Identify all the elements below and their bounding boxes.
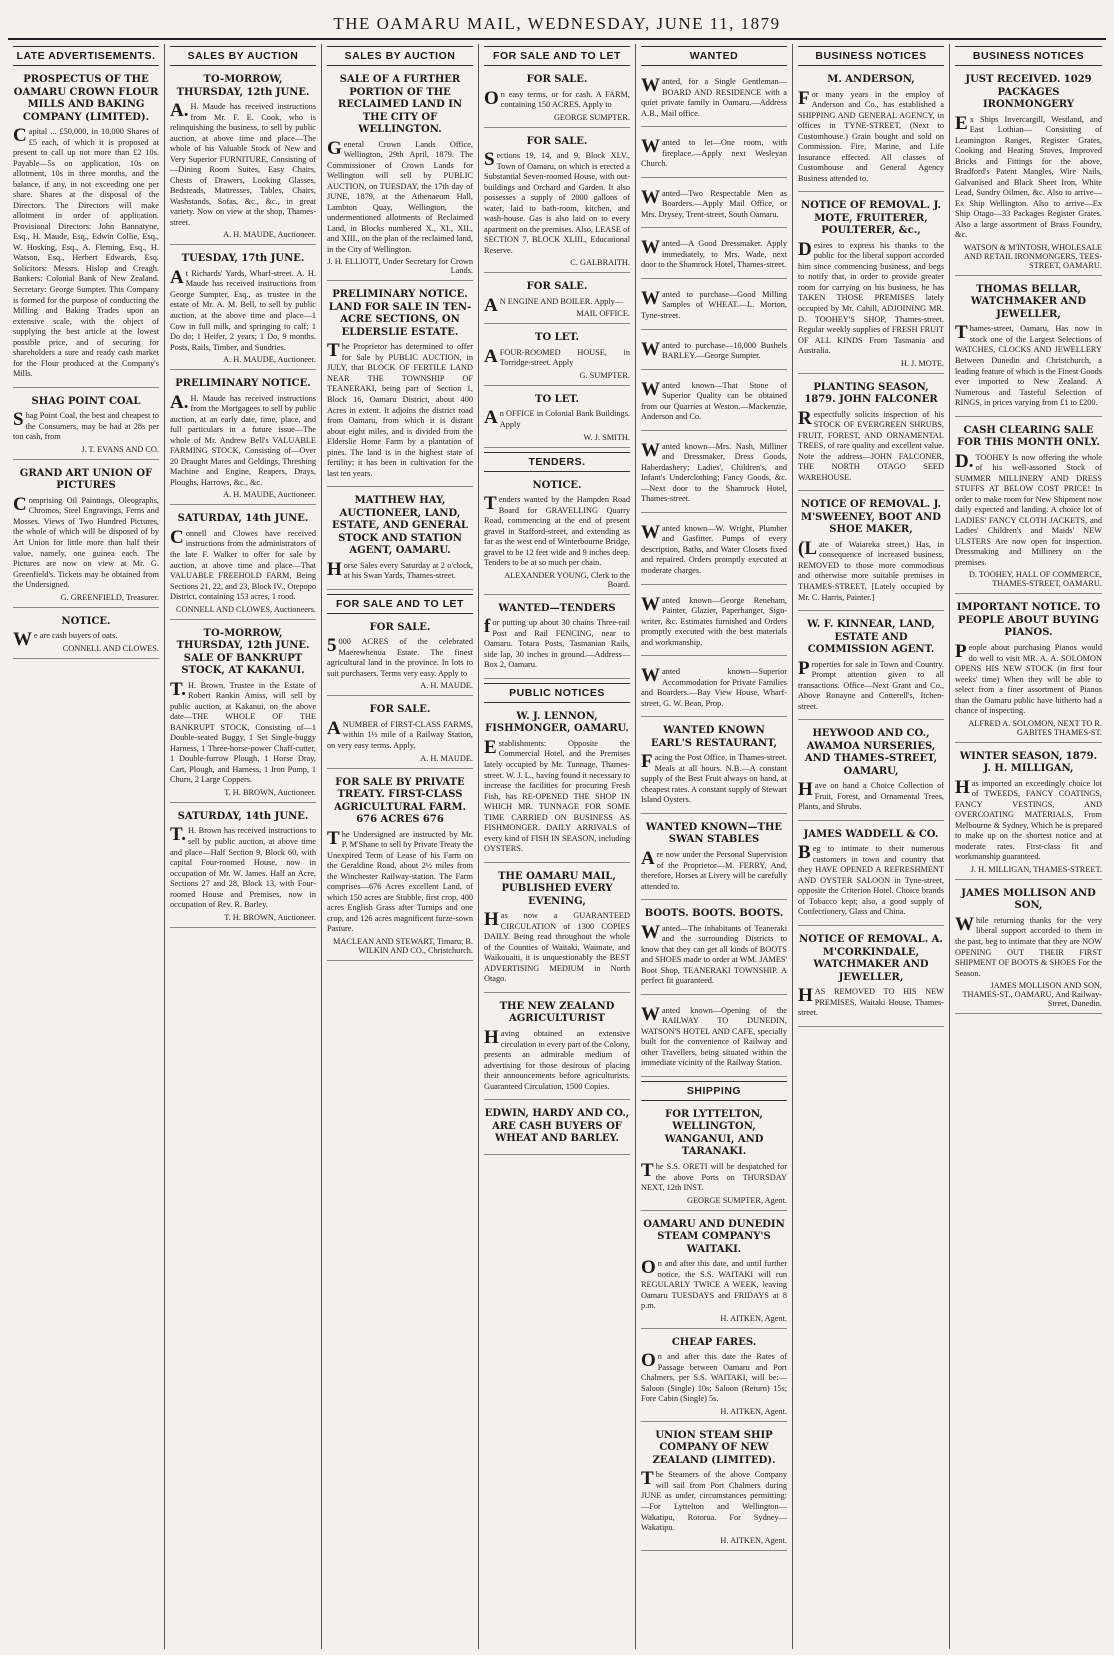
ad-body: On and after this date, and until further notice, the S.S. WAITAKI will run REGULARLY TWICE A WEEK, leaving Oamaru TUESDAYS and FRIDAYS at 8 p.m. (641, 1257, 787, 1311)
ad-signature: GEORGE SUMPTER. (553, 112, 630, 122)
advertisement (798, 724, 944, 821)
ad-body: ANUMBER of FIRST-CLASS FARMS, within 1½ mile of a Railway Station, on very easy terms. Apply, (327, 717, 473, 750)
ad-signature: CONNELL AND CLOWES, Auctioneers. (175, 604, 316, 614)
advertisement (955, 884, 1102, 1014)
advertisement (327, 70, 473, 281)
ad-heading: SALE OF A FURTHER PORTION OF THE RECLAIMED LAND IN THE CITY OF WELLINGTON. (337, 74, 463, 135)
advertisement (170, 624, 316, 803)
ad-body: The S.S. ORETI will be despatched for the above Ports on THURSDAY NEXT, 12th INST. (641, 1159, 787, 1193)
ad-body: Wanted known—W. Wright, Plumber and Gasfitter. Pumps of every description, Baths, and Water Closets fixed and repaired. Orders promptly executed at moderate charges. (641, 521, 787, 575)
advertisement (641, 283, 787, 330)
ad-signature: J. H. MILLIGAN, THAMES-STREET. (970, 864, 1102, 874)
ad-signature: H. AITKEN, Agent. (720, 1535, 787, 1545)
ad-body: Establishments: Opposite the Commercial Hotel, and the Premises lately occupied by Mr. Tunnage, Thames-street. W. J. L., having found it necessary to increase the facilities for procuring Fresh Fish, has RE-OPENED THE SHOP IN WHICH MR. TUNNAGE FOR SOME TIME CARRIED ON BUSINESS AS FISHMONGER. DAILY ARRIVALS of every kind of FISH IN SEASON, including OYSTERS. (484, 736, 630, 854)
ad-signature: J. T. EVANS AND CO. (81, 444, 159, 454)
ad-body: Wanted to let—One room, with fireplace.—Apply next Wesleyan Church. (641, 136, 787, 169)
ad-heading: WANTED—TENDERS (498, 602, 616, 614)
ad-body: Ex Ships Invercargill, Westland, and East Lothian— Consisting of Leamington Ranges, Register Grates, Cooking and Heating Stoves, Improved Bricks and Fittings for the above, Bradford's Patent Mangles, Wire Nails, Galvanised and Black Sheet Iron, White Lead, Sundry Oilmen, &c. Also to arrive—Ex Ship Wellington. Also to arrive—Ex Ship Otago—33 Packages Register Grates. Also a large assortment of Brass Foundry, &c. (955, 112, 1102, 240)
column-2 (165, 44, 322, 1649)
ad-signature: G. SUMPTER. (579, 370, 630, 380)
ad-body: Wanted—A Good Dressmaker. Apply immediately, to Mrs. Wade, next door to the Shamrock Hotel, Thames-street. (641, 237, 787, 270)
advertisement (327, 773, 473, 961)
advertisement (13, 612, 159, 659)
ad-body: 5000 ACRES of the celebrated Maerewhenua Estate. The finest agricultural land in the province. In lots to suit purchasers. Terms very easy. Apply to (327, 635, 473, 678)
ad-body: Wanted known—Opening of the RAILWAY TO DUNEDIN, WATSON'S HOTEL AND CAFE, specially built for the convenience of Railway and other Travellers, being situated within the immediate vicinity of the Railway Station. (641, 1003, 787, 1068)
ad-heading: TO-MORROW, THURSDAY, 12th JUNE. (176, 74, 310, 98)
ad-body: For many years in the employ of Anderson and Co., has established a SHIPPING AND GENERAL AGENCY, in offices in TYNE-STREET, (Next to Customhouse.) Grain bought and sold on Commission. Fire, Marine, and Life Insurance effected. All classes of Customhouse and General Agency Business attended to. (798, 87, 944, 183)
ad-heading: FOR SALE. (369, 704, 431, 716)
ad-body: Beg to intimate to their numerous customers in town and country that they HAVE OPENED A REFRESHMENT AND OYSTER SALOON in Tyne-street, opposite the Criterion Hotel. Choice brands of Tobacco kept; also, a good supply of Confectionery, Glass and China. (798, 842, 944, 917)
ad-signature: A. H. MAUDE. (420, 681, 473, 691)
section-header: FOR SALE AND TO LET (484, 46, 630, 66)
ad-signature: MACLEAN AND STEWART, Timaru; B. WILKIN AND CO., Christchurch. (333, 936, 473, 955)
advertisement (641, 70, 787, 127)
ad-body: Desires to express his thanks to the public for the liberal support accorded him since commencing business, and begs to notify that, in order to provide greater room for carrying on his business, he has TAKEN THOSE PREMISES lately occupied by Mr. Cahill, ADJOINING MR. D. TOOHEY'S SHOP, Thames-street. Regular weekly supplies of FRESH FRUIT OF ALL KINDS From Tasmania and Australia. (798, 238, 944, 356)
ad-signature: CONNELL AND CLOWES. (62, 643, 159, 653)
advertisement (641, 1215, 787, 1329)
ad-body: D.TOOHEY Is now offering the whole of his well-assorted Stock of SUMMER MILLINERY AND DRESS STUFFS AT BELOW COST PRICE! In order to make room for New Shipment now daily expected and landing. A choice lot of LADIES' FANCY CLOTH JACKETS, and Ladies' Children's and Maids' NEW ULSTERS Are now open for inspection. Dressmaking and Millinery on the premises. (955, 450, 1102, 567)
advertisement (798, 196, 944, 373)
advertisement (13, 464, 159, 608)
ad-signature: JAMES MOLLISON AND SON, THAMES-ST., OAMARU, And Railway-Street, Dunedin. (962, 981, 1102, 1009)
ad-signature: G. GREENFIELD, Treasurer. (60, 592, 159, 602)
ad-heading: WANTED KNOWN—THE SWAN STABLES (645, 821, 783, 846)
advertisement (641, 232, 787, 279)
advertisement (641, 131, 787, 178)
ad-body: Facing the Post Office, in Thames-street. Meals at all hours. N.B.—A constant supply of the Best Fruit always on hand, at cheapest rates. A constant supply of Stewart Island Oysters. (641, 751, 787, 805)
advertisement (13, 70, 159, 388)
advertisement (955, 598, 1102, 742)
advertisement (641, 818, 787, 900)
advertisement (170, 70, 316, 245)
ad-heading: IMPORTANT NOTICE. TO PEOPLE ABOUT BUYING PIANOS. (956, 602, 1101, 639)
ad-body: AN ENGINE AND BOILER. Apply— (484, 294, 624, 316)
advertisement (641, 904, 787, 995)
ad-heading: FOR SALE BY PRIVATE TREATY. FIRST-CLASS AGRICULTURAL FARM. 676 ACRES 676 (333, 776, 467, 826)
advertisement (484, 328, 630, 386)
ad-heading: JUST RECEIVED. 1029 PACKAGES IRONMONGERY (965, 74, 1092, 110)
advertisement (641, 721, 787, 814)
advertisement (484, 997, 630, 1100)
advertisement (484, 867, 630, 993)
ad-body: Wanted known—Superior Accommodation for Private Families and Boarders.—Bay View House, Wharf-street, G. W. Bean, Prop. (641, 665, 787, 708)
ad-body: The Steamers of the above Company will sail from Port Chalmers during JUNE as under, circumstances permitting:—For Lyttelton and Wellington—Wakatipu, Rotorua. For Sydney—Wakatipu. (641, 1468, 787, 1533)
column-3 (322, 44, 479, 1649)
advertisement (641, 182, 787, 229)
ad-body: Wanted—The inhabitants of Teaneraki and the surrounding Districts to know that they can get all kinds of BOOTS and SHOES made to order at WM. JAMES' Boot Shop, TEANERAKI TOWNSHIP. A perfect fit guaranteed. (641, 921, 787, 986)
advertisement (484, 476, 630, 595)
advertisement (484, 707, 630, 863)
ad-body: HAS REMOVED TO HIS NEW PREMISES, Waitaki House, Thames-street. (798, 985, 944, 1018)
ad-signature: A. H. MAUDE, Auctioneer. (223, 230, 316, 240)
advertisement (641, 1333, 787, 1422)
advertisement (955, 421, 1102, 595)
newspaper-title: THE OAMARU MAIL, WEDNESDAY, JUNE 11, 1879 (333, 14, 781, 33)
advertisement (798, 495, 944, 611)
advertisement (641, 1426, 787, 1551)
ad-signature: ALEXANDER YOUNG, Clerk to the Board. (504, 570, 630, 589)
ad-signature: C. GALBRAITH. (570, 258, 630, 268)
ad-heading: WANTED KNOWN EARL'S RESTAURANT, (650, 725, 778, 749)
ad-signature: ALFRED A. SOLOMON, NEXT TO R. GABITES THAMES-ST. (968, 718, 1102, 737)
ad-body: The Undersigned are instructed by Mr. P. M'Shane to sell by Private Treaty the Unexpired Term of Lease of his Farm on the Geraldine Road, about 2½ miles from the Winchester Railway-station. The Farm comprises—676 Acres excellent Land, of which 150 acres are Stubble, first crop, 400 acres English Grass after Turnips and one crop, and 126 acres magnificent furze-sown Pasture. (327, 827, 473, 934)
ad-heading: OAMARU AND DUNEDIN STEAM COMPANY'S WAITAKI. (643, 1218, 785, 1255)
ad-body: Wanted, for a Single Gentleman—BOARD AND RESIDENCE with a quiet private family in Oamaru.—Address A.B., Mail office. (641, 75, 787, 118)
ad-heading: FOR SALE. (526, 135, 588, 147)
ad-signature: W. J. SMITH. (583, 432, 630, 442)
advertisement (327, 700, 473, 768)
ad-body: Are now under the Personal Supervision of the Proprietor—M. FERRY, And, therefore, Horses at Livery will be carefully attended to. (641, 847, 787, 891)
advertisement (798, 615, 944, 720)
advertisement (170, 807, 316, 928)
ad-signature: D. TOOHEY, HALL OF COMMERCE, THAMES-STREET, OAMARU. (968, 570, 1102, 589)
advertisement (484, 390, 630, 448)
advertisement (484, 277, 630, 324)
ad-heading: THE NEW ZEALAND AGRICULTURIST (499, 1000, 615, 1025)
ad-body: Wanted—Two Respectable Men as Boarders.—Apply Mail Office, or Mrs. Drysey, Trent-street, South Oamaru. (641, 186, 787, 219)
advertisement (955, 280, 1102, 417)
ad-body: Wanted known—George Reneham, Painter, Glazier, Paperhanger, Sign-writer, &c. Estimates furnished and Orders promptly executed with the best materials and workmanship. (641, 593, 787, 647)
advertisement (484, 1104, 630, 1155)
masthead (0, 0, 1114, 40)
advertisement (170, 509, 316, 619)
section-subheader: TENDERS. (484, 452, 630, 472)
ad-heading: SHAG POINT COAL (31, 395, 141, 407)
section-subheader: FOR SALE AND TO LET (327, 594, 473, 614)
ad-heading: TUESDAY, 17th JUNE. (181, 253, 305, 265)
newspaper-columns (8, 44, 1108, 1649)
ad-heading: NOTICE OF REMOVAL. J. M'SWEENEY, BOOT AND SHOE MAKER, (800, 499, 942, 536)
ad-heading: CHEAP FARES. (671, 1336, 757, 1348)
ad-body: An OFFICE in Colonial Bank Buildings. Apply (484, 407, 630, 429)
ad-body: Wanted to purchase—Good Milling Samples of WHEAT.—L. Morton, Tyne-street. (641, 287, 787, 320)
advertisement (798, 378, 944, 492)
ad-signature: H. AITKEN, Agent. (720, 1406, 787, 1416)
ad-body: Sections 19, 14, and 9, Block XLV., Town of Oamaru, on which is erected a Substantial Seven-roomed House, with out-buildings and Orchard and Garden. It also possesses a supply of 2000 gallons of water, laid to bath-room, kitchen, and wash-house. Gas is also laid on to every apartment on the premises. Also, LEASE of SECTION 7, BLOCK XLIII., Educational Reserve. (484, 149, 630, 255)
ad-heading: BOOTS. BOOTS. BOOTS. (644, 908, 784, 920)
advertisement (798, 930, 944, 1027)
ad-heading: GRAND ART UNION OF PICTURES (19, 467, 153, 492)
ad-body: Wanted known—That Stone of Superior Quality can be obtained from our Quarries at Weston.—Mackenzie, Anderson and Co. (641, 378, 787, 422)
ad-heading: NOTICE. (61, 615, 111, 627)
column-7 (950, 44, 1107, 1649)
advertisement (955, 747, 1102, 880)
ad-body: Has imported an exceedingly choice lot of TWEEDS, FANCY COATINGS, FANCY VESTINGS, AND OVERCOATING MATERIALS, From Melbourne & Sydney, Which he is prepared to make up on the shortest notice and at moderate rates. First-class fit and workmanship guaranteed. (955, 776, 1102, 862)
ad-heading: M. ANDERSON, (827, 74, 915, 85)
ad-signature: WATSON & M'INTOSH, WHOLESALE AND RETAIL IRONMONGERS, TEES-STREET, OAMARU. (963, 242, 1102, 270)
advertisement (484, 599, 630, 679)
ad-body: People about purchasing Pianos would do well to visit MR. A. A. SOLOMON OPENS HIS NEW STOCK (in first four weeks' time) When they will be able to select from a finer assortment of Pianos than the Oamaru public have hitherto had a chance of inspecting. (955, 640, 1102, 716)
masthead-rule (8, 38, 1106, 40)
ad-signature: J. H. ELLIOTT, Under Secretary for Crown Lands. (327, 257, 473, 276)
ad-body: On easy terms, or for cash. A FARM, containing 150 ACRES. Apply to (484, 87, 630, 110)
ad-body: Respectfully solicits inspection of his STOCK OF EVERGREEN SHRUBS, FRUIT, FOREST, AND ORNAMENTAL TREES, of rare quality and excellent value. Note the address—JOHN FALCONER, THE NORTH OTAGO SEED WAREHOUSE. (798, 407, 944, 482)
ad-body: Capital ... £50,000, in 10,000 Shares of £5 each, of which it is proposed at present to call up not more than £2 10s. Payable—5s on application, 10s on allotment, 10s in three months, and the balance, if any, in not exceeding one per share. Shares at the disposal of the Directors. The Directors will make allotment in order of application. Provisional Directors: John Bannatyne, Esq., H. Maude, Esq., Edwin Collie, Esq., W. Hosking, Esq., A. Fleming, Esq., H. Watson, Esq., Herbert Edwards, Esq. Solicitors: Messrs. Hislop and Creagh. Bankers: Colonial Bank of New Zealand. Secretary: George Sumpter. This Company is formed for the purpose of conducting the Milling and Baking Trades upon an extensive scale, with the object of supplying the best article at the lowest possible price, and of securing for shareholders a sure and ready cash market for the Flour produced at the Company's Mills. (13, 125, 159, 379)
ad-body: At Richards' Yards, Wharf-street. A. H. Maude has received instructions from George Sumpter, Esq., as trustee in the estate of Mr. A. M. Bell, to sell by public auction, at the above time and place—1 Cow in full milk, and springing to calf; 1 Do do; 1 Heifer, 2 years; 1 Do, 9 months. Posts, Rails, Timber, and Sundries. (170, 266, 316, 352)
ad-body: Horse Sales every Saturday at 2 o'clock, at his Swan Yards, Thames-street. (327, 558, 473, 581)
advertisement (327, 491, 473, 590)
ad-heading: MATTHEW HAY, AUCTIONEER, LAND, ESTATE, AND GENERAL STOCK AND STATION AGENT, OAMARU. (331, 495, 469, 557)
ad-heading: EDWIN, HARDY AND CO., ARE CASH BUYERS OF WHEAT AND BARLEY. (484, 1108, 630, 1145)
advertisement (798, 70, 944, 192)
advertisement (641, 589, 787, 657)
ad-heading: TO LET. (535, 393, 579, 405)
ad-heading: CASH CLEARING SALE FOR THIS MONTH ONLY. (957, 424, 1100, 449)
ad-heading: TO LET. (535, 332, 579, 344)
advertisement (13, 392, 159, 460)
advertisement (484, 70, 630, 128)
ad-body: T.H. Brown has received instructions to sell by public auction, at above time and place—Half Section 9, Block 60, with capital Four-roomed House, now in occupation of Mr. W. James. Half an Acre, Sections 27 and 28, Block 13, with Four-roomed House and Premises, now in occupation of Rev. R. Barley. (170, 824, 316, 910)
ad-body: for putting up about 30 chains Three-rail Post and Rail FENCING, near to Oamaru. Totara Posts, Tasmanian Rails, side lap, 30 inches in ground.—Address—Box 2, Oamaru. (484, 616, 630, 670)
advertisement (327, 285, 473, 487)
ad-body: While returning thanks for the very liberal support accorded to them in the past, beg to intimate that they are NOW OPENING OUT THEIR FIRST SHIPMENT OF BOOTS & SHOES For the Season. (955, 913, 1102, 978)
section-subheader: PUBLIC NOTICES (484, 683, 630, 703)
advertisement (955, 70, 1102, 276)
section-header: LATE ADVERTISEMENTS. (13, 46, 159, 66)
column-5 (636, 44, 793, 1649)
column-6 (793, 44, 950, 1649)
ad-heading: WINTER SEASON, 1879. J. H. MILLIGAN, (959, 750, 1098, 775)
ad-signature: A. H. MAUDE, Auctioneer. (223, 355, 316, 365)
ad-body: Have on hand a Choice Collection of Fruit, Forest, and Ornamental Trees, Plants, and Shrubs. (798, 779, 944, 812)
ad-body: A.H. Maude has received instructions from the Mortgagees to sell by public auction, at an early date, time, place, and full particulars in a future issue—The whole of Mr. Andrew Bell's VALUABLE FARMING STOCK, Consisting of—Over 20 Draught Mares and Geldings, Threshing Machine and Engine, Reapers, Drays, Ploughs, Harrows, &c., &c. (170, 391, 316, 487)
ad-body: T.H. Brown, Trustee in the Estate of Robert Rankin Amiss, will sell by public auction, at Kakanui, on the above date—THE WHOLE OF THE BANKRUPT STOCK, Consisting of—1 Double-seated Buggy, 1 Set Single-buggy Harness, 1 Three-horse-power Chaff-cutter, 1 Double-furrow Plough, 1 Horse Dray, Cart, Plough, and Harness, 1 Iron Pump, 1 Churn, 2 Large Coppers. (170, 678, 316, 785)
ad-body: Thames-street, Oamaru, Has now in stock one of the Largest Selections of WATCHES, CLOCKS AND JEWELLERY Between Dunedin and Christchurch, a leading feature of which is the Finest Goods ever imported to New Zealand. A Numerous and Tasteful Selection of RINGS, in prices varying from £1 to £200. (955, 322, 1102, 408)
column-4 (479, 44, 636, 1649)
section-header: BUSINESS NOTICES (955, 46, 1102, 66)
section-subheader: SHIPPING (641, 1081, 787, 1101)
ad-heading: JAMES MOLLISON AND SON, (961, 887, 1096, 912)
ad-heading: FOR SALE. (526, 281, 588, 293)
ad-signature: T. H. BROWN, Auctioneer. (224, 787, 316, 797)
ad-signature: H. J. MOTE. (900, 358, 944, 368)
ad-heading: PRELIMINARY NOTICE. (175, 378, 311, 390)
advertisement (641, 1105, 787, 1211)
advertisement (641, 334, 787, 370)
ad-body: Wanted known—Mrs. Nash, Milliner and Dressmaker, Dress Goods, Haberdashery; Ladies', Children's, and Infant's Underclothing; Fancy Goods, &c.—Next door to the Shamrock Hotel, Thames-street. (641, 439, 787, 504)
ad-body: On and after this date the Rates of Passage between Oamaru and Port Chalmers, per S.S. WAITAKI, will be:—Saloon (Single) 10s; Saloon (Return) 15s; Fore Cabin (Single) 5s. (641, 1350, 787, 1404)
ad-body: Connell and Clowes have received instructions from the administrators of the late F. Walker to offer for sale by auction, at above time and place—That VALUABLE FREEHOLD FARM, Being Sections 21, 22, and 23, Block IV., Otepopo District, containing 153 acres, 1 rood. (170, 526, 316, 602)
ad-signature: A. H. MAUDE. (420, 753, 473, 763)
ad-heading: PLANTING SEASON, 1879. JOHN FALCONER (804, 381, 938, 406)
ad-body: Has now a GUARANTEED CIRCULATION of 1300 COPIES DAILY. Being read throughout the whole of the Counties of Waitaki, Waimate, and Waikouaiti, it is unquestionably the BEST ADVERTISING MEDIUM in North Otago. (484, 909, 630, 984)
ad-heading: NOTICE. (532, 479, 582, 491)
ad-heading: TO-MORROW, THURSDAY, 12th JUNE. SALE OF BANKRUPT STOCK, AT KAKANUI. (176, 627, 310, 677)
advertisement (484, 132, 630, 274)
ad-heading: FOR LYTTELTON, WELLINGTON, WANGANUI, AND TARANAKI. (664, 1108, 764, 1158)
ad-body: Tenders wanted by the Hampden Road Board for GRAVELLING Quarry Road, commencing at the end of present gravel in Stafford-street, and extending as far as the west end of Winterbourne Bridge, gravel to be 12 feet wide and 9 inches deep. Tenders to be at so much per chain. (484, 493, 630, 568)
ad-body: The Proprietor has determined to offer for Sale by PUBLIC AUCTION, in JULY, that BLOCK OF FERTILE LAND NEAR THE TOWNSHIP OF TEANERAKI, being part of Section 1, Block 16, Oamaru District, about 400 Acres in extent. It adjoins the district road from Oamaru, from which it is distant about eight miles, and is divided from the Elderslie Home Farm by a plantation of pines. The land is in the highest state of fertility; it has been in cultivation for the last ten years. (327, 340, 473, 478)
ad-heading: W. F. KINNEAR, LAND, ESTATE AND COMMISSION AGENT. (807, 619, 935, 656)
section-header: SALES BY AUCTION (327, 46, 473, 66)
ad-heading: SATURDAY, 14th JUNE. (177, 513, 309, 525)
ad-heading: FOR SALE. (369, 621, 431, 633)
ad-signature: A. H. MAUDE, Auctioneer. (223, 490, 316, 500)
ad-heading: FOR SALE. (526, 74, 588, 85)
ad-heading: THE OAMARU MAIL, PUBLISHED EVERY EVENING, (498, 870, 616, 907)
column-1 (8, 44, 165, 1649)
ad-signature: H. AITKEN, Agent. (720, 1313, 787, 1323)
ad-body: Shag Point Coal, the best and cheapest to the Consumers, may be had at 28s per ton cash, from (13, 409, 159, 442)
advertisement (641, 435, 787, 513)
ad-heading: PRELIMINARY NOTICE. LAND FOR SALE IN TEN-ACRE SECTIONS, ON ELDERSLIE ESTATE. (328, 289, 472, 338)
advertisement (170, 374, 316, 505)
ad-body: Having obtained an extensive circulation in every part of the Colony, presents an admirable medium of advertising for those desirous of placing their announcements before agriculturists. Guaranteed Circulation, 1500 Copies. (484, 1026, 630, 1091)
advertisement (798, 825, 944, 926)
advertisement (641, 517, 787, 585)
advertisement (641, 660, 787, 717)
ad-body: General Crown Lands Office, Wellington, 29th April, 1879. The Commissioner of Crown Lands for Wellington will sell by PUBLIC AUCTION, on TUESDAY, the 17th day of JUNE, 1879, at the Athenaeum Hall, Lambton Quay, Wellington, the undermentioned allotments of Reclaimed Land, in Blocks numbered X., XI., XII., and XIII., on the plan of the reclaimed land, in the City of Wellington. (327, 137, 473, 254)
ad-heading: THOMAS BELLAR, WATCHMAKER AND JEWELLER, (970, 283, 1087, 320)
ad-body: Properties for sale in Town and Country. Prompt attention given to all transactions. Office—Next Grant and Co., Above Ronayne and Cotterell's, Itchen-street. (798, 657, 944, 711)
ad-signature: GEORGE SUMPTER, Agent. (686, 1195, 787, 1205)
ad-body: Comprising Oil Paintings, Oleographs, Chromos, Steel Engravings, Ferns and Mosses. Views of Two Hundred Pictures, the whole of which will be disposed of by Art Union for little more than half their value, namely, one guinea each. The Pictures are now on view at Mr. G. Greenfield's. Tickets may be obtained from the Undersigned. (13, 493, 159, 590)
advertisement (641, 374, 787, 431)
section-header: WANTED (641, 46, 787, 66)
ad-body: A.H. Maude has received instructions from Mr. F. E. Cook, who is relinquishing the business, to sell by public auction, at above time and place—The whole of his Valuable Stock of New and Very Superior FURNITURE, Consisting of—Dining Room Suites, Easy Chairs, Chests of Drawers, Looking Glasses, Bedsteads, Mattresses, Tables, Chairs, Washstands, Sofas, &c., &c., in great variety. Now on view at the shop, Thames-street. (170, 100, 316, 227)
ad-signature: MAIL OFFICE. (576, 309, 630, 319)
ad-heading: NOTICE OF REMOVAL. A. M'CORKINDALE, WATCHMAKER AND JEWELLER, (799, 934, 943, 983)
ad-heading: W. J. LENNON, FISHMONGER, OAMARU. (485, 710, 629, 735)
ad-heading: HEYWOOD AND CO., AWAMOA NURSERIES, AND THAMES-STREET, OAMARU, (804, 728, 938, 777)
ad-body: (Late of Waiareka street,) Has, in consequence of increased business, REMOVED to those more commodious and otherwise more suitable premises in THAMES-STREET, [Lately occupied by Mr. C. Harris, Painter.] (798, 537, 944, 602)
ad-body: Wanted to purchase—10,000 Bushels BARLEY.—George Sumpter. (641, 338, 787, 361)
ad-heading: SATURDAY, 14th JUNE. (177, 810, 309, 822)
ad-heading: NOTICE OF REMOVAL. J. MOTE, FRUITERER, POULTERER, &c., (800, 200, 942, 237)
section-header: BUSINESS NOTICES (798, 46, 944, 66)
advertisement (327, 618, 473, 697)
ad-heading: UNION STEAM SHIP COMPANY OF NEW ZEALAND (LIMITED). (652, 1429, 776, 1466)
ad-signature: T. H. BROWN, Auctioneer. (224, 912, 316, 922)
section-header: SALES BY AUCTION (170, 46, 316, 66)
advertisement (170, 249, 316, 370)
advertisement (641, 999, 787, 1077)
ad-body: We are cash buyers of oats. (13, 629, 118, 651)
ad-body: AFOUR-ROOMED HOUSE, in Torridge-street. Apply (484, 345, 630, 368)
ad-heading: PROSPECTUS OF THE OAMARU CROWN FLOUR MILLS AND BAKING COMPANY (LIMITED). (13, 74, 159, 123)
ad-heading: JAMES WADDELL & CO. (803, 828, 939, 840)
